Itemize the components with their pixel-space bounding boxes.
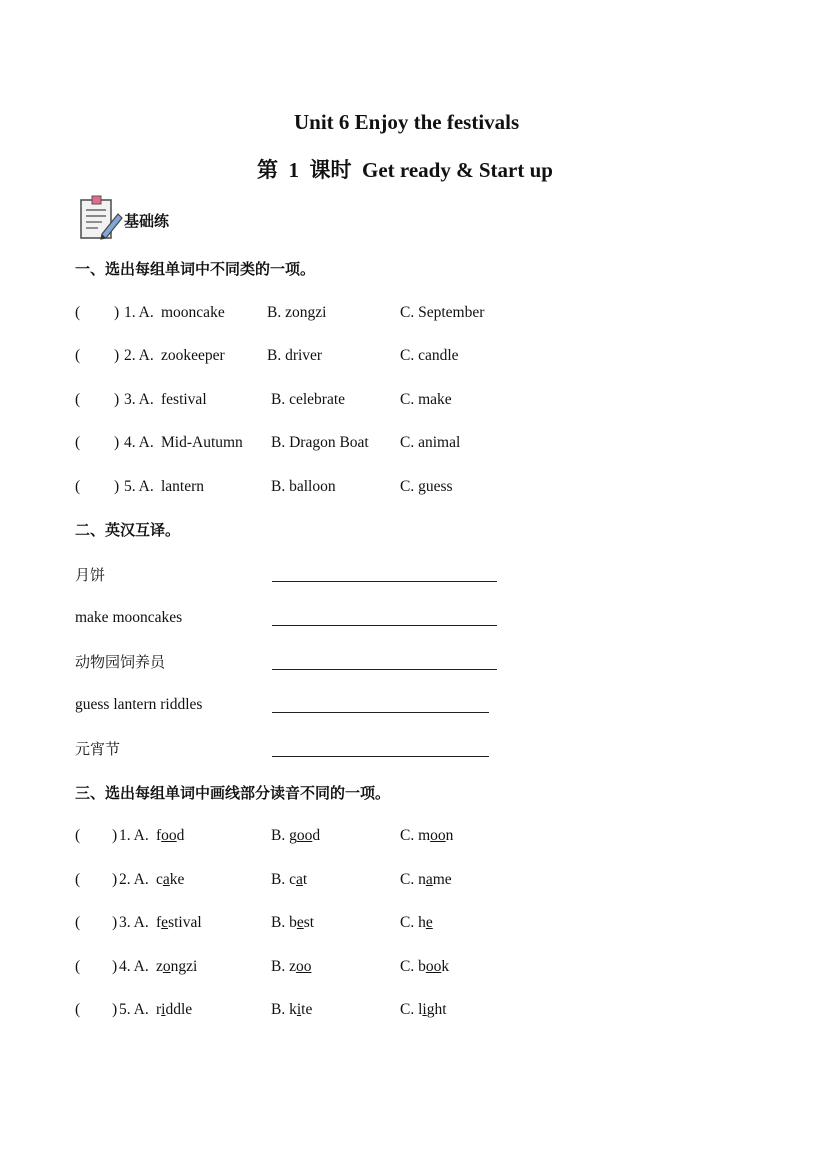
option-b: B. zoo (271, 958, 312, 975)
option-a: zongzi (156, 958, 198, 975)
translation-prompt: 元宵节 (75, 740, 121, 758)
lesson-subtitle: 第 1 课时 Get ready & Start up (257, 158, 553, 182)
answer-line[interactable] (272, 581, 497, 582)
answer-line[interactable] (272, 669, 497, 670)
option-b: B. zongzi (267, 304, 327, 321)
option-b: B. celebrate (271, 391, 346, 408)
underlined-part: a (295, 871, 303, 888)
page-title: Unit 6 Enjoy the festivals (294, 110, 520, 134)
translation-prompt: 动物园饲养员 (75, 653, 166, 671)
answer-paren-open[interactable]: ( (75, 347, 81, 364)
item-number: 3. A. (124, 391, 154, 408)
answer-paren-open[interactable]: ( (75, 914, 81, 931)
item-number: 5. A. (119, 1001, 149, 1018)
option-b: B. balloon (271, 478, 336, 495)
underlined-part: i (161, 1001, 166, 1018)
option-a: Mid-Autumn (161, 434, 243, 451)
option-b: B. driver (267, 347, 323, 364)
option-a: festival (156, 914, 202, 931)
option-c: C. animal (400, 434, 461, 451)
underlined-part: a (162, 871, 170, 888)
answer-paren-open[interactable]: ( (75, 958, 81, 975)
underlined-part: o (162, 958, 171, 975)
item-number: 1. A. (119, 827, 149, 844)
answer-paren-close: ) (114, 391, 120, 408)
answer-paren-open[interactable]: ( (75, 434, 81, 451)
answer-paren-open[interactable]: ( (75, 827, 81, 844)
answer-paren-open[interactable]: ( (75, 1001, 81, 1018)
underlined-part: oo (295, 958, 312, 975)
underlined-part: oo (430, 827, 446, 844)
option-a: riddle (156, 1001, 193, 1018)
item-number: 3. A. (119, 914, 149, 931)
answer-line[interactable] (272, 625, 497, 626)
worksheet-pencil-icon (78, 194, 124, 242)
underlined-part: oo (161, 827, 177, 844)
item-number: 4. A. (119, 958, 149, 975)
answer-paren-close: ) (112, 914, 118, 931)
option-a: food (156, 827, 185, 844)
underlined-part: oo (296, 827, 313, 844)
answer-line[interactable] (272, 756, 489, 757)
option-c: C. light (400, 1001, 447, 1018)
underlined-part: e (296, 914, 304, 931)
option-b: B. kite (271, 1001, 313, 1018)
underlined-part: e (425, 914, 433, 931)
option-c: C. he (400, 914, 433, 931)
answer-paren-close: ) (114, 304, 120, 321)
option-c: C. candle (400, 347, 459, 364)
answer-paren-close: ) (112, 958, 118, 975)
answer-paren-open[interactable]: ( (75, 871, 81, 888)
option-a: festival (161, 391, 207, 408)
option-c: C. moon (400, 827, 454, 844)
section2-heading: 二、英汉互译。 (75, 521, 181, 539)
answer-paren-close: ) (112, 1001, 118, 1018)
translation-prompt: make mooncakes (75, 609, 183, 626)
option-b: B. good (271, 827, 321, 844)
item-number: 5. A. (124, 478, 154, 495)
answer-paren-close: ) (114, 347, 120, 364)
underlined-part: i (296, 1001, 302, 1018)
underlined-part: oo (425, 958, 442, 975)
answer-paren-open[interactable]: ( (75, 304, 81, 321)
underlined-part: i (422, 1001, 427, 1018)
answer-paren-close: ) (114, 478, 120, 495)
option-c: C. guess (400, 478, 453, 495)
option-c: C. book (400, 958, 450, 975)
option-a: mooncake (161, 304, 225, 321)
option-b: B. Dragon Boat (271, 434, 369, 451)
option-c: C. September (400, 304, 485, 321)
option-a: lantern (161, 478, 205, 495)
option-b: B. cat (271, 871, 308, 888)
answer-paren-open[interactable]: ( (75, 478, 81, 495)
item-number: 1. A. (124, 304, 154, 321)
item-number: 2. A. (119, 871, 149, 888)
answer-paren-close: ) (112, 871, 118, 888)
answer-paren-open[interactable]: ( (75, 391, 81, 408)
translation-prompt: 月饼 (75, 566, 106, 584)
option-a: zookeeper (161, 347, 225, 364)
underlined-part: e (161, 914, 169, 931)
item-number: 2. A. (124, 347, 154, 364)
option-a: cake (156, 871, 185, 888)
answer-line[interactable] (272, 712, 489, 713)
option-c: C. make (400, 391, 452, 408)
section3-heading: 三、选出每组单词中画线部分读音不同的一项。 (75, 784, 391, 802)
answer-paren-close: ) (114, 434, 120, 451)
translation-prompt: guess lantern riddles (75, 696, 203, 713)
option-c: C. name (400, 871, 452, 888)
item-number: 4. A. (124, 434, 154, 451)
badge-label: 基础练 (124, 212, 170, 230)
section1-heading: 一、选出每组单词中不同类的一项。 (75, 260, 316, 278)
underlined-part: a (425, 871, 433, 888)
option-b: B. best (271, 914, 315, 931)
answer-paren-close: ) (112, 827, 118, 844)
